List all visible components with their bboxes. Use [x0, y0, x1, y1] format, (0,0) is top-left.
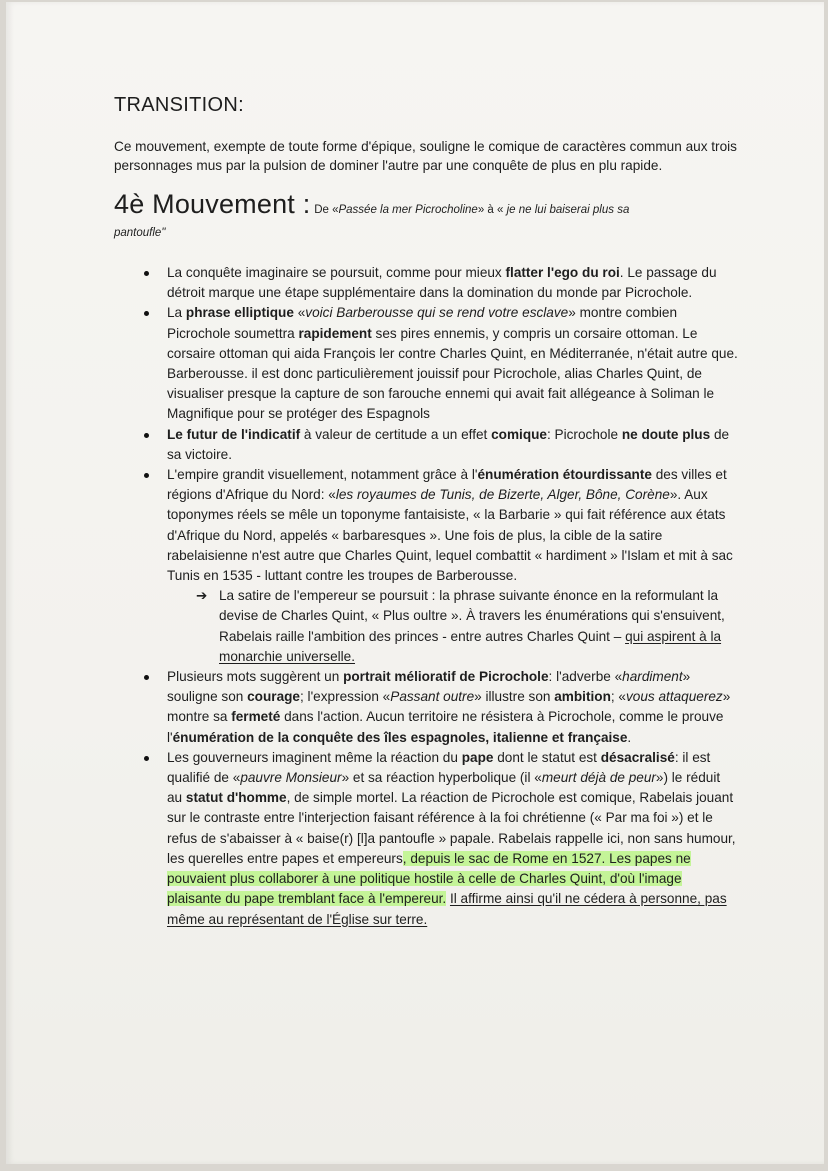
- list-item: L'empire grandit visuellement, notamment grâce à l'énumération étourdissante des villes et régions d'Afrique du Nord: «les royaumes de Tunis, de Bizerte, Alger, Bône, Corène». Aux toponymes réels se mêle un toponyme fantaisiste, « la Barbarie » qui fait référence aux états d'Afrique du Nord, appelés « barbaresques ». Une fois de plus, la cible de la satire rabelaisienne n'est autre que Charles Quint, lequel combattit « hardiment » l'Islam et mit à sac Tunis en 1535 - luttant contre les troupes de Barberousse. ➔ La satire de l'empereur se poursuit : la phrase suivante énonce en la reformulant la devise de Charles Quint, « Plus oultre ». À travers les énumérations qui s'ensuivent, Rabelais raille l'ambition des princes - entre autres Charles Quint – qui aspirent à la monarchie universelle.: [114, 465, 739, 667]
- list-item: La conquête imaginaire se poursuit, comme pour mieux flatter l'ego du roi. Le passage du détroit marque une étape supplémentaire dans la domination du monde par Picrochole.: [114, 263, 739, 303]
- transition-heading: TRANSITION:: [114, 94, 244, 116]
- movement-subtitle-end: pantoufle": [114, 227, 166, 239]
- list-item: La phrase elliptique «voici Barberousse qui se rend votre esclave» montre combien Picrochole soumettra rapidement ses pires ennemis, y compris un corsaire ottoman. Le corsaire ottoman qui aida François ler contre Charles Quint, en Méditerranée, n'était autre que. Barberousse. il est donc particulièrement jouissif pour Picrochole, alias Charles Quint, de visualiser presque la capture de son farouche ennemi qui avait fait allégeance à Soliman le Magnifique pour se protéger des Espagnols: [114, 303, 739, 424]
- highlighted-text: , depuis le sac de Rome en 1527. Les papes ne pouvaient plus collaborer à une politique hostile à celle de Charles Quint, d'où l'image plaisante du pape tremblant face à l'empereur.: [167, 850, 691, 907]
- list-item: Plusieurs mots suggèrent un portrait mélioratif de Picrochole: l'adverbe «hardiment» souligne son courage; l'expression «Passant outre» illustre son ambition; «vous attaquerez» montre sa fermeté dans l'action. Aucun territoire ne résistera à Picrochole, comme le prouve l'énumération de la conquête des îles espagnoles, italienne et française.: [114, 667, 739, 748]
- list-item: Le futur de l'indicatif à valeur de certitude a un effet comique: Picrochole ne doute plus de sa victoire.: [114, 425, 739, 465]
- document-content: [114, 94, 739, 930]
- analysis-list: [114, 263, 739, 930]
- underlined-text: Il affirme ainsi qu'il ne cédera à personne, pas même au représentant de l'Église sur terre.: [167, 891, 727, 927]
- movement-title: 4è Mouvement :: [114, 189, 311, 219]
- arrow-icon: ➔: [196, 588, 208, 604]
- movement-subtitle: De «Passée la mer Picrocholine» à « je ne lui baiserai plus sa: [314, 204, 630, 216]
- document-page: [6, 2, 824, 1164]
- sub-point: ➔ La satire de l'empereur se poursuit : la phrase suivante énonce en la reformulant la devise de Charles Quint, « Plus oultre ». À travers les énumérations qui s'ensuivent, Rabelais raille l'ambition des princes - entre autres Charles Quint – qui aspirent à la monarchie universelle.: [196, 588, 725, 664]
- list-item: Les gouverneurs imaginent même la réaction du pape dont le statut est désacralisé: il est qualifié de «pauvre Monsieur» et sa réaction hyperbolique (il «meurt déjà de peur») le réduit au statut d'homme, de simple mortel. La réaction de Picrochole est comique, Rabelais jouant sur le contraste entre l'interjection faisant référence à la foi chrétienne (« Par ma foi ») et le refus de s'abaisser à « baise(r) [l]a pantoufle » papale. Rabelais rappelle ici, non sans humour, les querelles entre papes et empereurs, depuis le sac de Rome en 1527. Les papes ne pouvaient plus collaborer à une politique hostile à celle de Charles Quint, d'où l'image plaisante du pape tremblant face à l'empereur. Il affirme ainsi qu'il ne cédera à personne, pas même au représentant de l'Église sur terre.: [114, 748, 739, 930]
- movement-heading-line: [114, 189, 739, 243]
- transition-paragraph: Ce mouvement, exempte de toute forme d'épique, souligne le comique de caractères commun aux trois personnages mus par la pulsion de dominer l'autre par une conquête de plus en plu rapide.: [114, 139, 737, 173]
